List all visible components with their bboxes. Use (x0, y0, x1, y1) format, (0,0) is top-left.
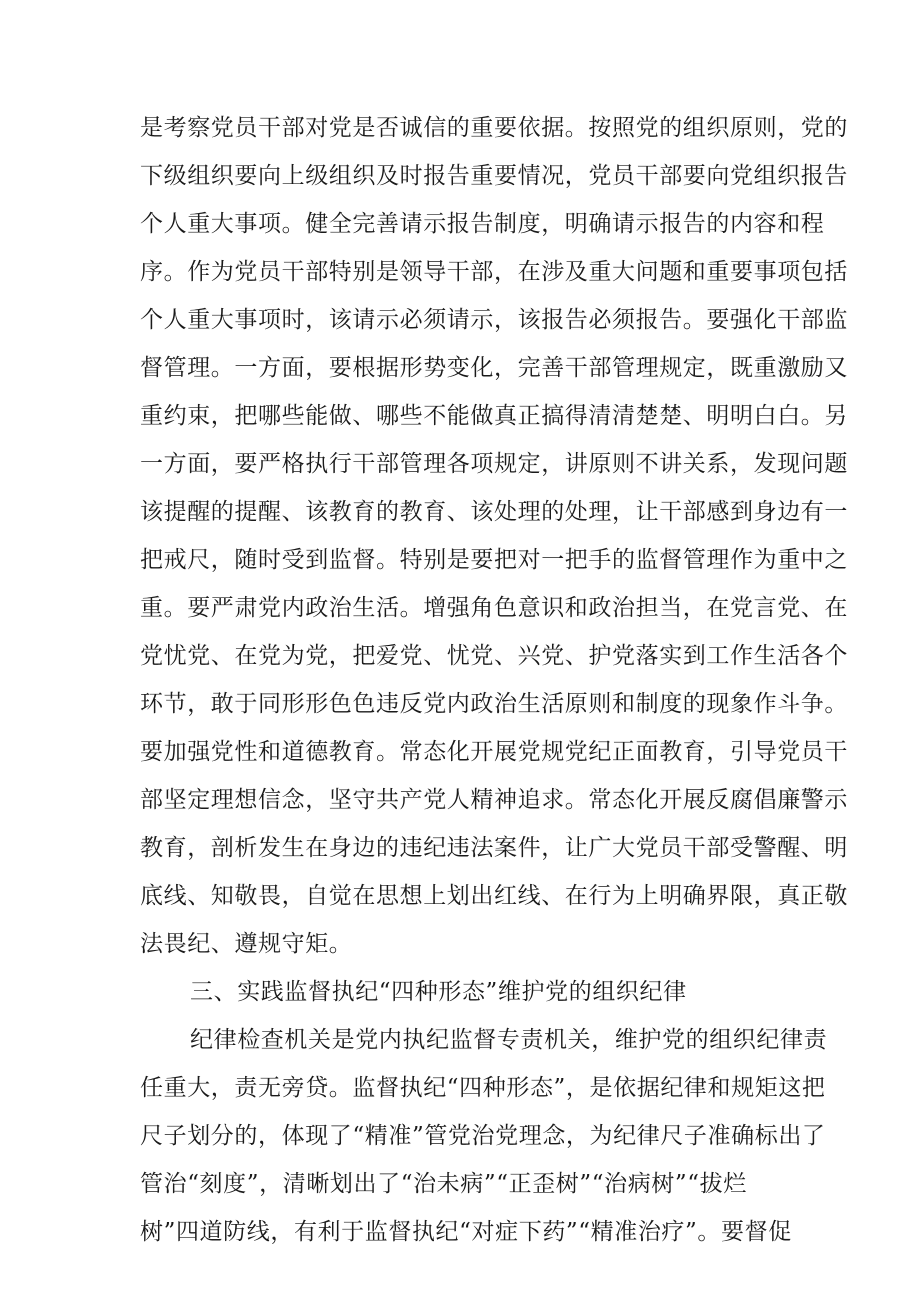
text-line: 法畏纪、遵规守矩。 (140, 931, 353, 957)
text-line: 树”四道防线，有利于监督执纪“对症下药”“精准治疗”。要督促 (140, 1219, 792, 1245)
section-heading: 三、实践监督执纪“四种形态”维护党的组织纪律 (190, 979, 687, 1005)
text-line: 任重大，责无旁贷。监督执纪“四种形态”，是依据纪律和规矩这把 (140, 1075, 826, 1101)
text-line: 党忧党、在党为党，把爱党、忧党、兴党、护党落实到工作生活各个 (140, 643, 848, 669)
text-line: 重。要严肃党内政治生活。增强角色意识和政治担当，在党言党、在 (140, 595, 848, 621)
text-line: 教育，剖析发生在身边的违纪违法案件，让广大党员干部受警醒、明 (140, 835, 848, 861)
text-line: 个人重大事项时，该请示必须请示，该报告必须报告。要强化干部监 (140, 307, 848, 333)
text-line: 序。作为党员干部特别是领导干部，在涉及重大问题和重要事项包括 (140, 259, 848, 285)
text-line: 部坚定理想信念，坚守共产党人精神追求。常态化开展反腐倡廉警示 (140, 787, 848, 813)
text-line: 把戒尺，随时受到监督。特别是要把对一把手的监督管理作为重中之 (140, 547, 848, 573)
text-line: 尺子划分的，体现了“精准”管党治党理念，为纪律尺子准确标出了 (140, 1123, 826, 1149)
text-line: 要加强党性和道德教育。常态化开展党规党纪正面教育，引导党员干 (140, 739, 848, 765)
text-line: 底线、知敬畏，自觉在思想上划出红线、在行为上明确界限，真正敬 (140, 883, 848, 909)
text-line: 督管理。一方面，要根据形势变化，完善干部管理规定，既重激励又 (140, 355, 848, 381)
text-line: 下级组织要向上级组织及时报告重要情况，党员干部要向党组织报告 (140, 163, 848, 189)
text-line: 是考察党员干部对党是否诚信的重要依据。按照党的组织原则，党的 (140, 115, 848, 141)
text-line: 该提醒的提醒、该教育的教育、该处理的处理，让干部感到身边有一 (140, 499, 848, 525)
text-line: 个人重大事项。健全完善请示报告制度，明确请示报告的内容和程 (140, 211, 825, 237)
text-line: 环节，敢于同形形色色违反党内政治生活原则和制度的现象作斗争。 (140, 691, 848, 717)
text-line: 管治“刻度”，清晰划出了“治未病”“正歪树”“治病树”“拔烂 (140, 1171, 747, 1197)
text-line: 纪律检查机关是党内执纪监督专责机关，维护党的组织纪律责 (190, 1027, 828, 1053)
text-line: 重约束，把哪些能做、哪些不能做真正搞得清清楚楚、明明白白。另 (140, 403, 848, 429)
text-line: 一方面，要严格执行干部管理各项规定，讲原则不讲关系，发现问题 (140, 451, 848, 477)
